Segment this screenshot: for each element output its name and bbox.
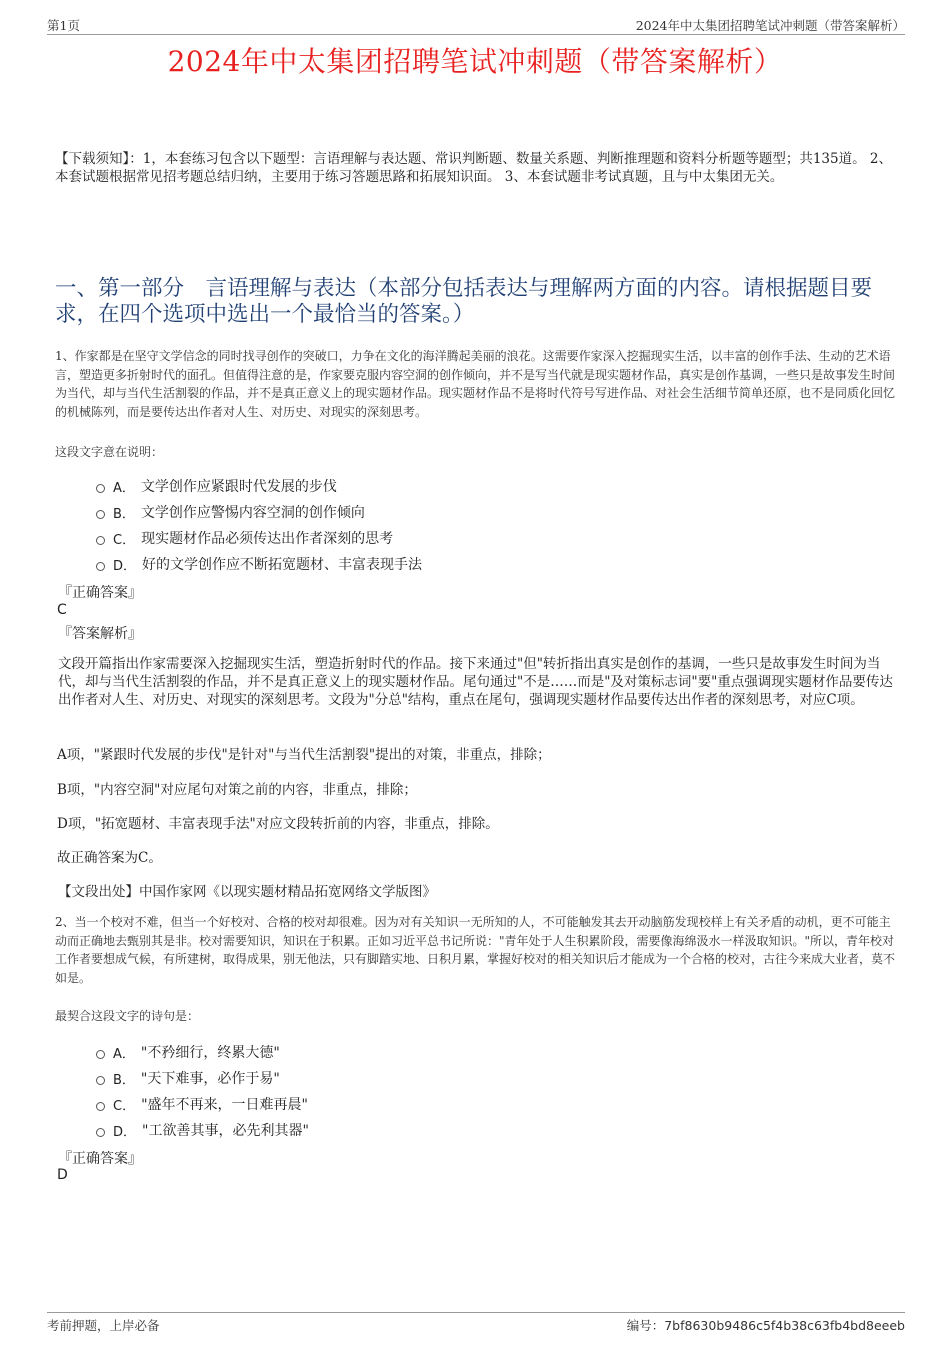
document-title: 2024年中太集团招聘笔试冲刺题（带答案解析） <box>167 45 783 78</box>
radio-icon[interactable] <box>96 1128 105 1137</box>
section-title: 一、第一部分 言语理解与表达（本部分包括表达与理解两方面的内容。请根据题目要求，在四个选项中选出一个最恰当的答案。） <box>55 276 873 327</box>
radio-icon[interactable] <box>96 484 105 493</box>
option-letter: A． <box>113 1046 135 1062</box>
footer-code-label: 编号： <box>626 1318 665 1333</box>
option-text: 好的文学创作应不断拓宽题材、丰富表现手法 <box>142 557 423 573</box>
option-letter: D． <box>113 558 137 574</box>
question-1-option-b[interactable] <box>96 499 422 525</box>
question-2-answer: D <box>57 1167 68 1183</box>
question-2-prompt: 最契合这段文字的诗句是： <box>55 1009 200 1023</box>
question-1-stem: 1、作家都是在坚守文学信念的同时找寻创作的突破口，力争在文化的海洋腾起美丽的浪花。这需要作家深入挖掘现实生活，以丰富的创作手法、生动的艺术语言，塑造更多折射时代的面孔。但值得注意的是，作家要克服内容空洞的创作倾向，并不是写当代就是现实题材作品，真实是创作基调，一些只是故事发生时间为当代，却与当代生活割裂的作品，并不是真正意义上的现实题材作品。现实题材作品不是将时代符号写进作品、对社会生活细节简单还原，也不是同质化回忆的机械陈列，而是要传达出作者对人生、对历史、对现实的深刻思考。 <box>55 349 896 419</box>
radio-icon[interactable] <box>96 1050 105 1059</box>
option-text: 文学创作应紧跟时代发展的步伐 <box>140 479 337 495</box>
question-2-option-a[interactable] <box>96 1039 309 1065</box>
page-footer <box>47 1312 905 1333</box>
radio-icon[interactable] <box>96 1102 105 1111</box>
option-text: "盛年不再来，一日难再晨" <box>141 1097 308 1113</box>
question-1-answer: C <box>57 602 67 618</box>
page-number: 第1页 <box>47 18 80 33</box>
question-2-option-d[interactable] <box>96 1117 309 1143</box>
option-letter: B． <box>113 1072 135 1088</box>
question-1-analysis: 文段开篇指出作家需要深入挖掘现实生活，塑造折射时代的作品。接下来通过"但"转折指出真实是创作的基调，一些只是故事发生时间为当代，却与当代生活割裂的作品，并不是真正意义上的现实题材作品。尾句通过"不是……而是"及对策标志词"要"重点强调现实题材作品要传达出作者对人生、对历史、对现实的深刻思考。文段为"分总"结构，重点在尾句，强调现实题材作品要传达出作者的深刻思考，对应C项。 <box>58 656 893 708</box>
question-1-options <box>96 473 422 577</box>
option-text: 文学创作应警惕内容空洞的创作倾向 <box>140 505 365 521</box>
question-1-option-c[interactable] <box>96 525 422 551</box>
question-2-option-c[interactable] <box>96 1091 309 1117</box>
option-letter: C． <box>113 1098 136 1114</box>
question-1-option-a[interactable] <box>96 473 422 499</box>
question-1-analysis-d: D项，"拓宽题材、丰富表现手法"对应文段转折前的内容，非重点，排除。 <box>57 816 499 832</box>
question-1-analysis-label: 『答案解析』 <box>58 626 142 642</box>
option-text: 现实题材作品必须传达出作者深刻的思考 <box>141 531 394 547</box>
question-1-option-d[interactable] <box>96 551 422 577</box>
question-1-analysis-b: B项，"内容空洞"对应尾句对策之前的内容，非重点，排除； <box>57 782 417 798</box>
question-2-option-b[interactable] <box>96 1065 309 1091</box>
option-text: "天下难事，必作于易" <box>140 1071 280 1087</box>
download-notice: 【下载须知】：1，本套练习包含以下题型：言语理解与表达题、常识判断题、数量关系题、判断推理题和资料分析题等题型；共135道。 2、本套试题根据常见招考题总结归纳，主要用于练习答题思路和拓展知识面。 3、本套试题非考试真题，且与中太集团无关。 <box>55 151 892 185</box>
option-text: "工欲善其事，必先利其器" <box>142 1123 309 1139</box>
question-2-answer-label: 『正确答案』 <box>58 1151 142 1167</box>
question-1-conclusion: 故正确答案为C。 <box>57 850 162 866</box>
footer-slogan: 考前押题，上岸必备 <box>47 1318 160 1333</box>
question-1-prompt: 这段文字意在说明： <box>55 445 164 459</box>
question-1-source: 【文段出处】中国作家网《以现实题材精品拓宽网络文学版图》 <box>58 884 436 900</box>
question-1-answer-label: 『正确答案』 <box>58 585 142 601</box>
option-letter: D． <box>113 1124 137 1140</box>
option-letter: A． <box>113 480 135 496</box>
radio-icon[interactable] <box>96 562 105 571</box>
question-2-options <box>96 1039 309 1143</box>
question-2-stem: 2、当一个校对不难，但当一个好校对、合格的校对却很难。因为对有关知识一无所知的人，不可能触发其去开动脑筋发现校样上有关矛盾的动机，更不可能主动而正确地去甄别其是非。校对需要知识，知识在于积累。正如习近平总书记所说："青年处于人生积累阶段，需要像海绵汲水一样汲取知识。"所以，青年校对工作者要想成气候，有所建树，取得成果，别无他法，只有脚踏实地、日积月累，掌握好校对的相关知识后才能成为一个合格的校对，古往今来成大业者，莫不如是。 <box>55 915 896 985</box>
page-header <box>47 14 905 35</box>
footer-code-block <box>627 1316 905 1334</box>
header-doc-name: 2024年中太集团招聘笔试冲刺题（带答案解析） <box>635 18 905 33</box>
question-1-analysis-a: A项，"紧跟时代发展的步伐"是针对"与当代生活割裂"提出的对策，非重点，排除； <box>57 747 551 763</box>
option-letter: C． <box>113 532 136 548</box>
footer-code: 7bf8630b9486c5f4b38c63fb4bd8eeeb <box>664 1318 905 1333</box>
radio-icon[interactable] <box>96 1076 105 1085</box>
option-letter: B． <box>113 506 135 522</box>
radio-icon[interactable] <box>96 510 105 519</box>
option-text: "不矜细行，终累大德" <box>140 1045 280 1061</box>
radio-icon[interactable] <box>96 536 105 545</box>
